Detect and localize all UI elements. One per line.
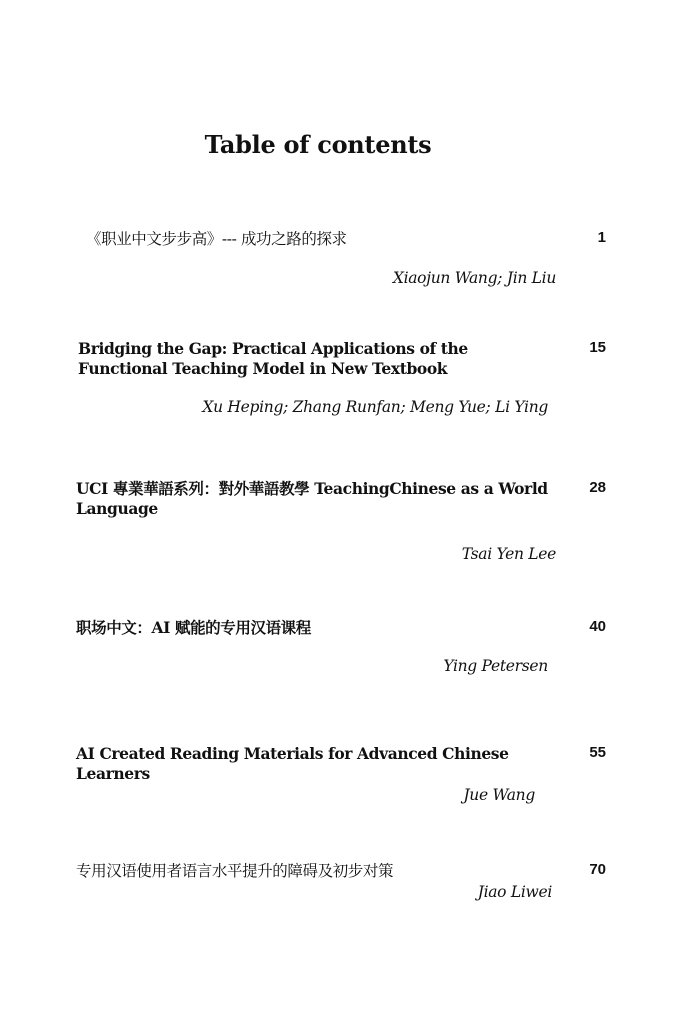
entry-page-number[interactable]: 28 <box>589 479 606 496</box>
entry-title[interactable]: AI Created Reading Materials for Advanced Chinese Learners <box>76 744 509 783</box>
entry-title[interactable]: Bridging the Gap: Practical Applications of the Functional Teaching Model in New Textbook <box>78 339 468 378</box>
entry-authors: Tsai Yen Lee <box>461 545 556 563</box>
entry-authors: Ying Petersen <box>443 657 548 675</box>
entry-title[interactable]: UCI 專業華語系列：對外華語教學 TeachingChinese as a World Language <box>76 479 548 518</box>
entry-authors: Xiaojun Wang; Jin Liu <box>392 269 556 287</box>
entry-page-number[interactable]: 70 <box>589 861 606 878</box>
entry-title[interactable]: 职场中文：AI 赋能的专用汉语课程 <box>76 618 311 637</box>
entry-page-number[interactable]: 40 <box>589 618 606 635</box>
entry-authors: Xu Heping; Zhang Runfan; Meng Yue; Li Ying <box>202 398 548 416</box>
entry-page-number[interactable]: 15 <box>589 339 606 356</box>
entry-title[interactable]: 专用汉语使用者语言水平提升的障碍及初步对策 <box>76 862 394 880</box>
entry-title[interactable]: 《职业中文步步高》--- 成功之路的探求 <box>86 230 347 248</box>
entry-page-number[interactable]: 1 <box>597 229 606 246</box>
entry-authors: Jue Wang <box>463 786 535 804</box>
page-title: Table of contents <box>204 130 432 159</box>
entry-authors: Jiao Liwei <box>477 883 552 901</box>
entry-page-number[interactable]: 55 <box>589 744 606 761</box>
